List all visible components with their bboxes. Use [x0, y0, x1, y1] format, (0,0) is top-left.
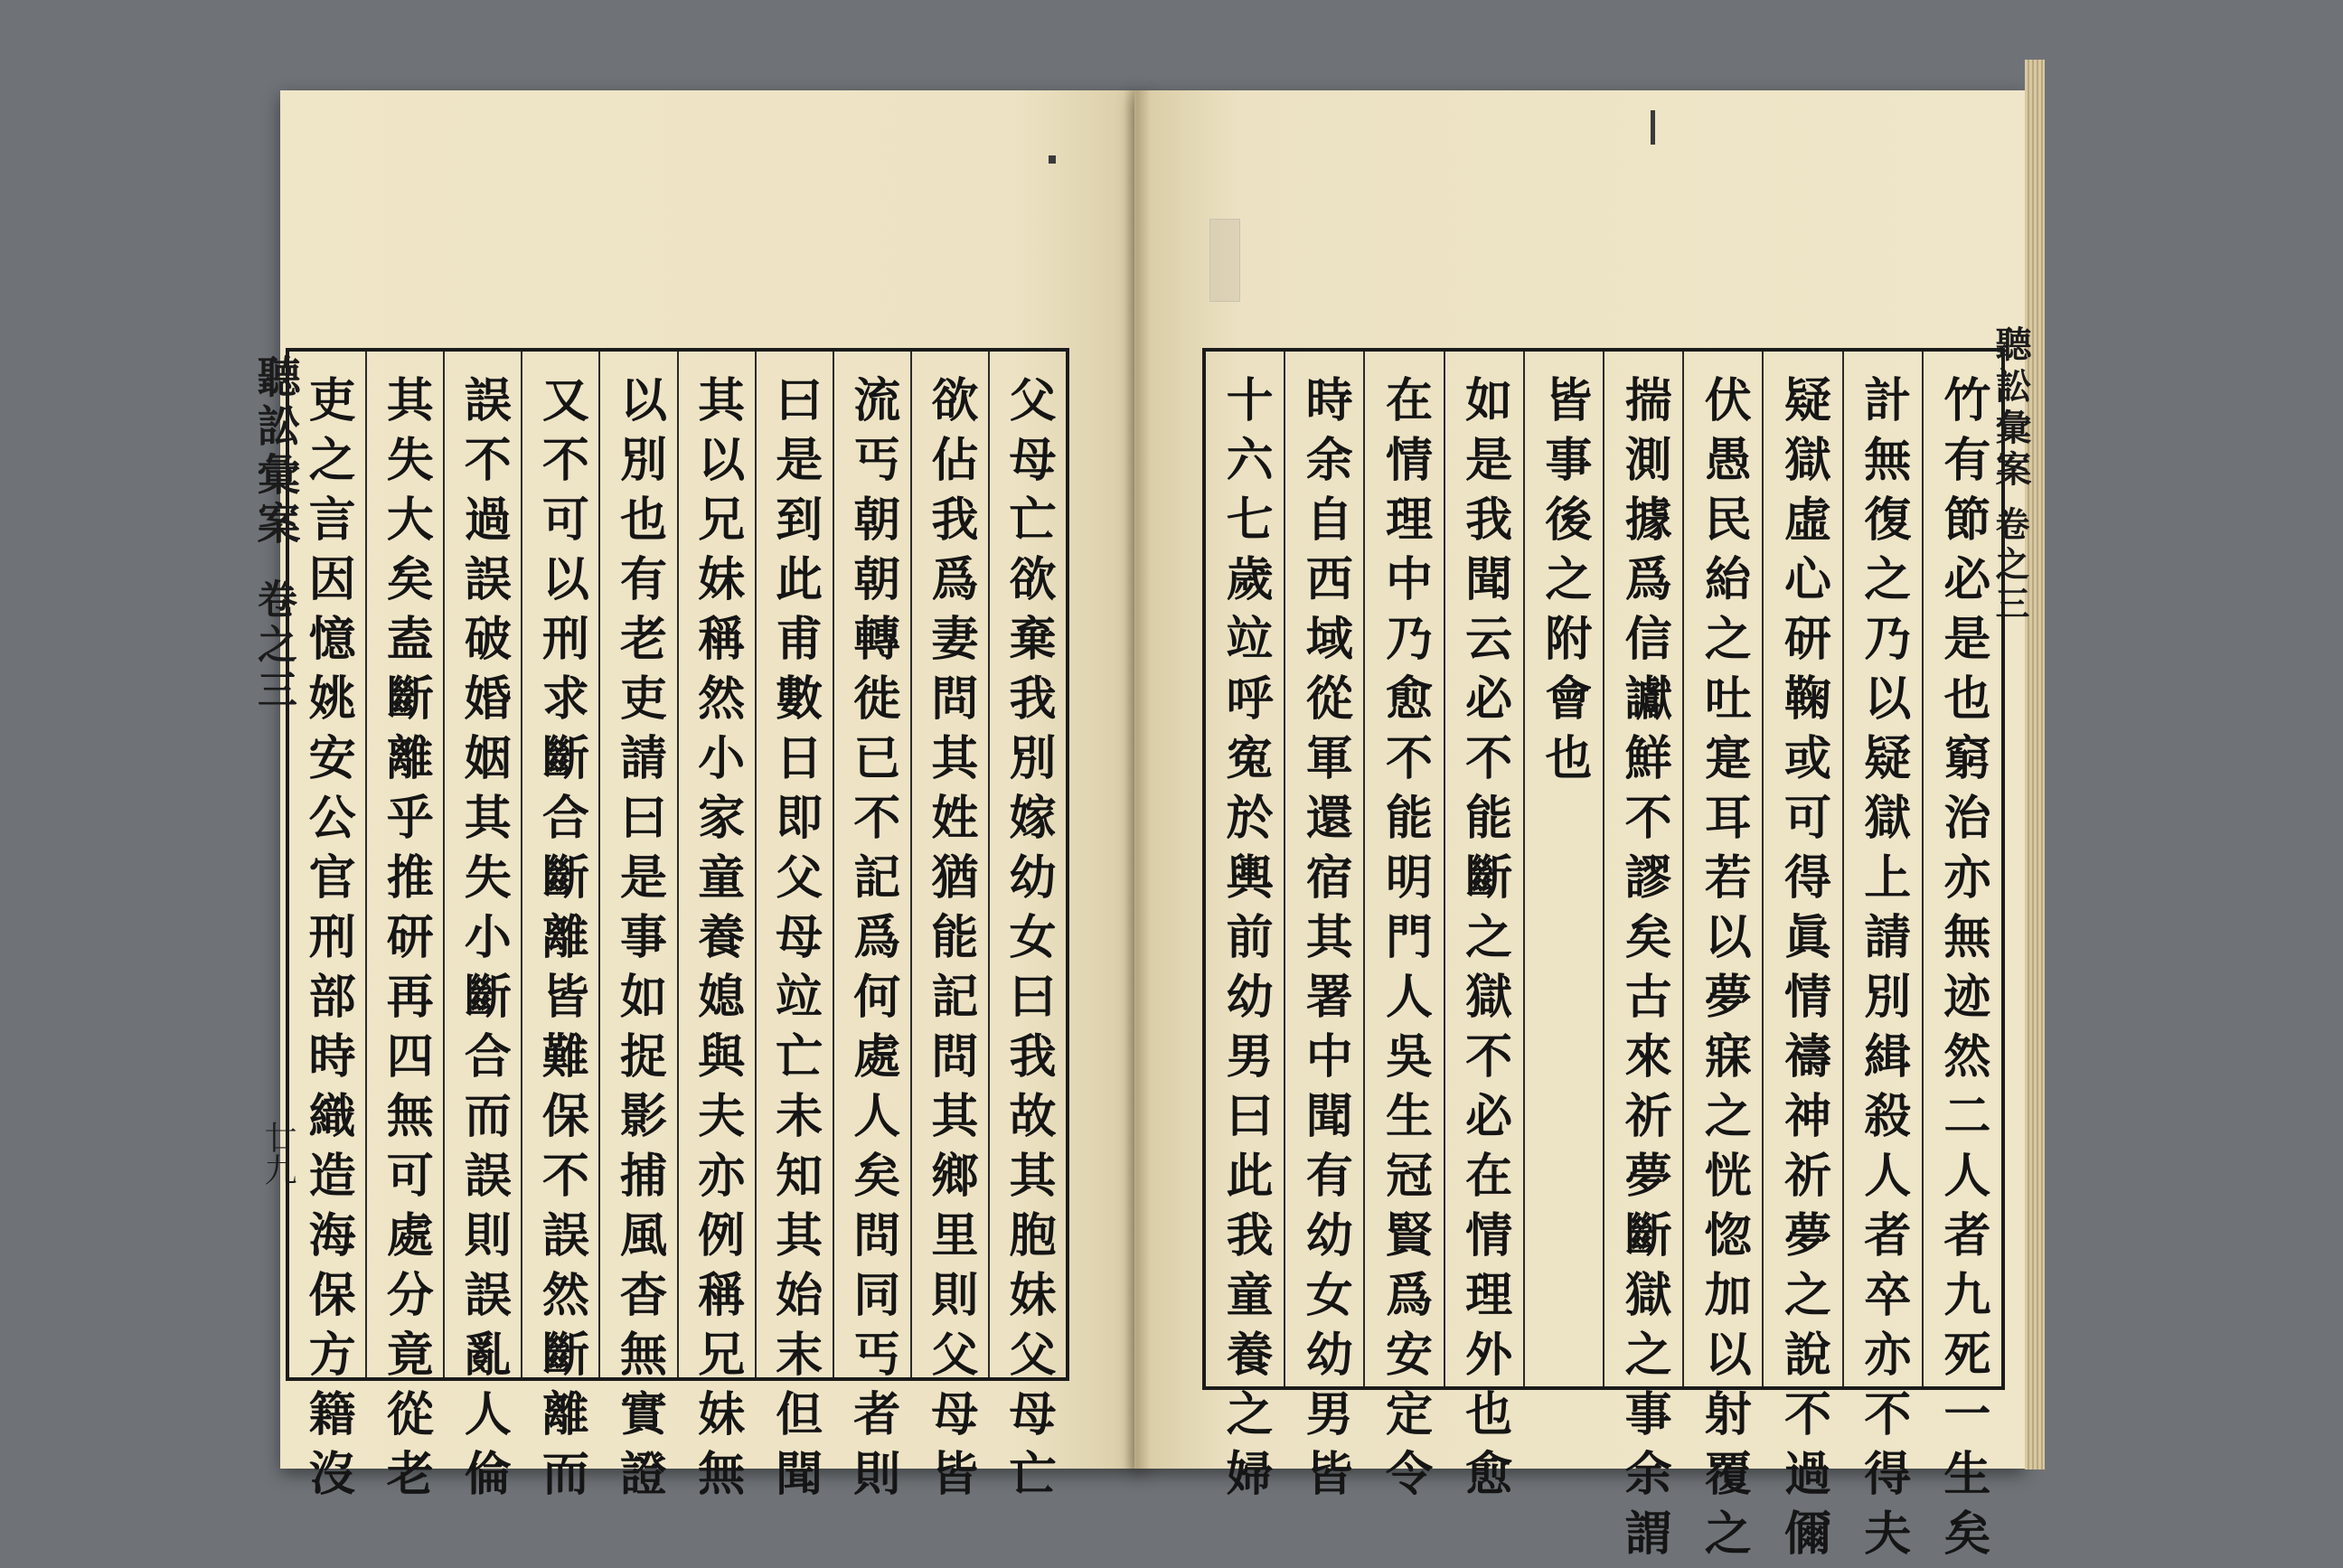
column-text: 伏愚民紿之吐寔耳若以夢寐之恍惚加以射覆之: [1696, 375, 1752, 1568]
text-column: [910, 352, 988, 1508]
right-spine-volume: 卷之三: [1990, 506, 2030, 625]
text-column: [289, 352, 365, 1508]
column-text: 皆事後之附會也: [1536, 375, 1592, 793]
column-text: 疑獄虛心研鞠或可得眞情禱神祈夢之說不過儞: [1775, 375, 1831, 1568]
text-column: [1363, 352, 1443, 1508]
column-text: 誤不過誤破婚姻其失小斷合而誤則誤亂人倫: [456, 375, 512, 1508]
column-text: 又不可以刑求斷合斷離皆難保不誤然斷離而: [533, 375, 589, 1508]
text-column: [443, 352, 521, 1508]
column-text: 揣測據爲信讞鮮不謬矣古來祈夢斷獄之事余謂: [1616, 375, 1672, 1568]
text-column: [1762, 352, 1841, 1568]
column-text: 以別也有老吏請曰是事如捉影捕風杳無實證: [611, 375, 667, 1508]
column-text: 計無復之乃以疑獄上請別緝殺人者卒亦不得夫: [1855, 375, 1911, 1568]
ink-mark: [1651, 110, 1655, 145]
text-column: [1603, 352, 1682, 1568]
ink-speck: [1049, 155, 1056, 164]
faint-stamp: [1209, 219, 1240, 302]
text-column: [988, 352, 1066, 1508]
column-text: 其以兄妹稱然小家童養媳與夫亦例稱兄妹無: [689, 375, 745, 1508]
column-text: 竹有節必是也窮治亦無迹然二人者九死一生矣: [1934, 375, 1990, 1568]
text-column: [1523, 352, 1603, 1386]
text-column: [1682, 352, 1762, 1568]
text-column: [521, 352, 598, 1508]
column-text: 流丐朝朝轉徙已不記爲何處人矣問同丐者則: [844, 375, 900, 1508]
text-column: [1842, 352, 1922, 1568]
text-column: [365, 352, 443, 1508]
left-spine-volume: 卷之三: [250, 578, 296, 714]
column-text: 十六七歲竝呼寃於輿前幼男曰此我童養之婦: [1218, 375, 1274, 1508]
column-text: 時余自西域從軍還宿其署中聞有幼女幼男皆: [1297, 375, 1353, 1508]
column-text: 吏之言因憶姚安公官刑部時織造海保方籍沒: [300, 375, 356, 1508]
column-text: 如是我聞云必不能斷之獄不必在情理外也愈: [1456, 375, 1512, 1508]
left-spine-title: 聽訟彙案: [249, 354, 300, 549]
text-column: [598, 352, 676, 1508]
text-column: [755, 352, 833, 1508]
text-column: [1922, 352, 2001, 1568]
text-column: [1444, 352, 1523, 1508]
text-column: [677, 352, 755, 1508]
column-text: 曰是到此甫數日即父母竝亡未知其始末但聞: [767, 375, 823, 1508]
column-text: 欲佔我爲妻問其姓猶能記問其鄉里則父母皆: [922, 375, 978, 1508]
column-text: 其失大矣盍斷離乎推研再四無可處分竟從老: [378, 375, 434, 1508]
column-text: 父母亡欲棄我別嫁幼女曰我故其胞妹父母亡: [1000, 375, 1056, 1508]
text-column: [1284, 352, 1363, 1508]
column-text: 在情理中乃愈不能明門人吳生冠賢爲安定令: [1377, 375, 1433, 1508]
right-spine-title: 聽訟彙案: [1990, 325, 2032, 492]
right-text-frame: [1202, 348, 2005, 1568]
folio-number: 廿九: [259, 1121, 296, 1186]
page-edges: [2025, 60, 2045, 1469]
book-gutter: [1124, 90, 1151, 1469]
text-column: [1206, 352, 1284, 1508]
left-text-frame: [286, 348, 1069, 1508]
text-column: [833, 352, 910, 1508]
